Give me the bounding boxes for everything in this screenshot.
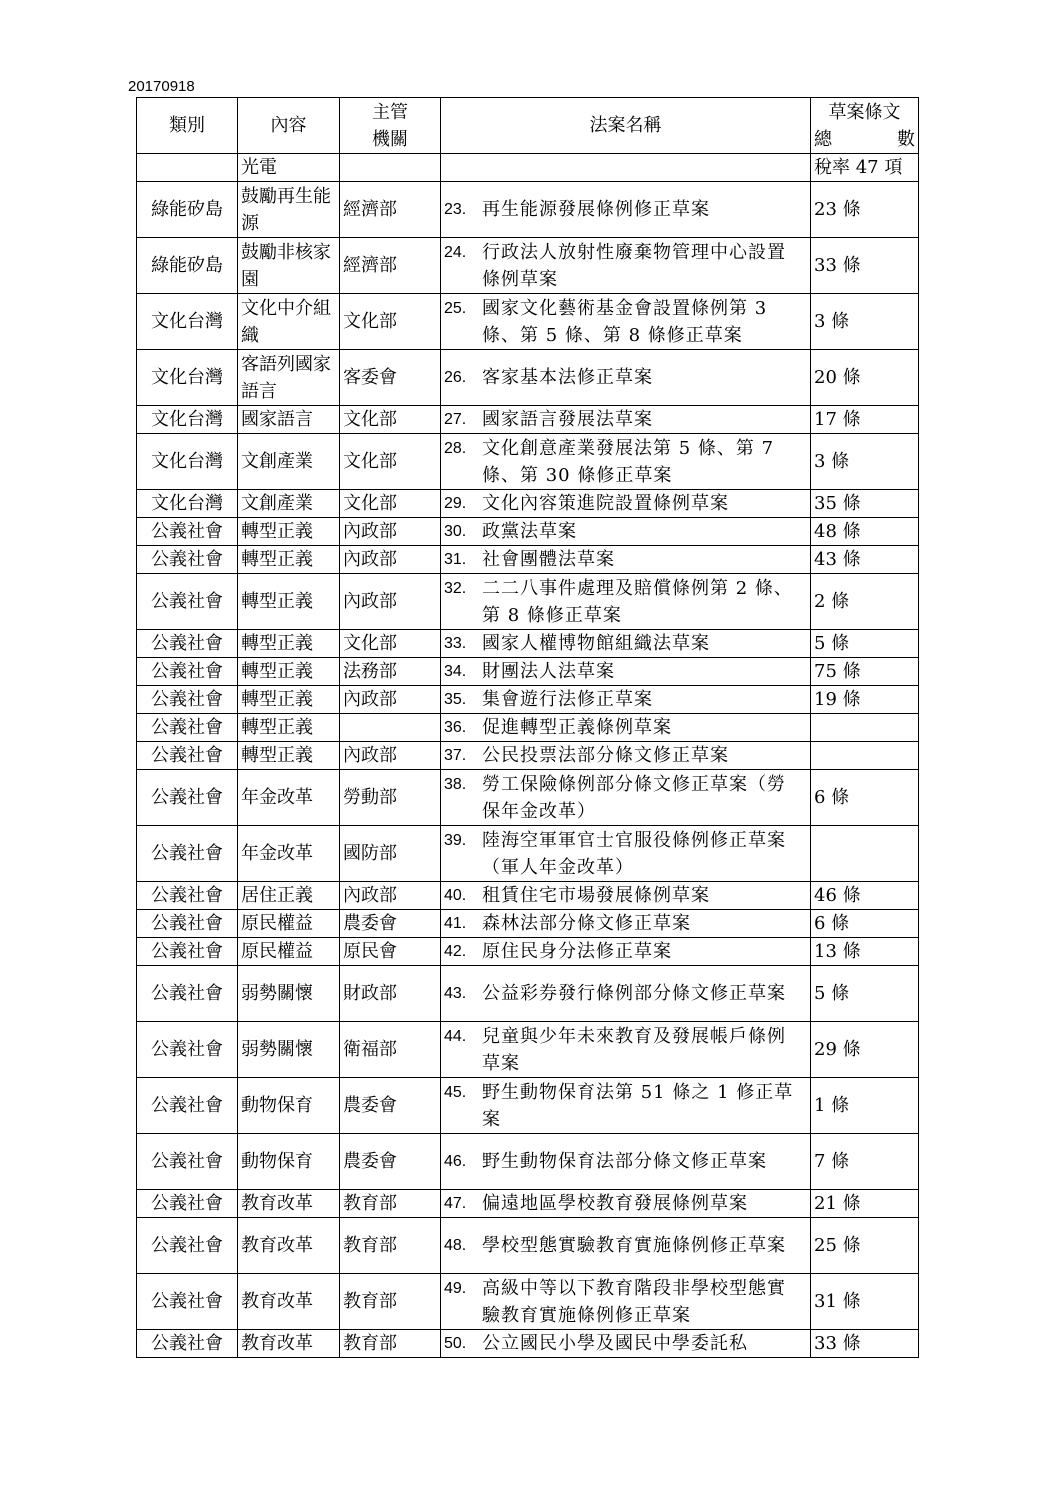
cell-content: 弱勢關懷 [238, 1022, 340, 1078]
cell-bill [441, 350, 811, 406]
cell-content: 光電 [238, 154, 340, 182]
cell-agency: 內政部 [340, 546, 441, 574]
bill-title: 文化創意產業發展法第 5 條、第 7 條、第 30 條修正草案 [482, 437, 775, 486]
bill-number: 24. [444, 243, 467, 261]
cell-bill [441, 630, 811, 658]
bill-title: 促進轉型正義條例草案 [482, 717, 672, 738]
cell-category: 公義社會 [137, 658, 238, 686]
cell-category: 公義社會 [137, 826, 238, 882]
bill-title: 國家人權博物館組織法草案 [482, 633, 710, 654]
bill-number: 37. [444, 747, 467, 764]
cell-articles: 75 條 [811, 658, 919, 686]
bill-title: 學校型態實驗教育實施條例修正草案 [482, 1235, 786, 1256]
cell-content: 國家語言 [238, 406, 340, 434]
bill-number: 45. [444, 1083, 467, 1101]
cell-bill [441, 434, 811, 490]
bill-number: 42. [444, 943, 467, 960]
cell-agency: 法務部 [340, 658, 441, 686]
cell-articles: 20 條 [811, 350, 919, 406]
cell-content: 轉型正義 [238, 630, 340, 658]
table-row [137, 574, 919, 630]
bill-number: 38. [444, 775, 467, 793]
bill-title: 野生動物保育法部分條文修正草案 [482, 1151, 767, 1172]
cell-category: 公義社會 [137, 1218, 238, 1274]
bill-number: 26. [444, 369, 467, 386]
header-bill-name: 法案名稱 [441, 98, 811, 154]
cell-agency: 客委會 [340, 350, 441, 406]
cell-bill [441, 1022, 811, 1078]
table-row [137, 686, 919, 714]
cell-agency [340, 154, 441, 182]
cell-articles: 3 條 [811, 294, 919, 350]
cell-bill [441, 1190, 811, 1218]
cell-content: 文創產業 [238, 490, 340, 518]
table-body [137, 154, 919, 1358]
bill-title: 再生能源發展條例修正草案 [482, 199, 710, 220]
cell-articles: 21 條 [811, 1190, 919, 1218]
cell-agency: 經濟部 [340, 238, 441, 294]
cell-bill [441, 686, 811, 714]
cell-agency: 農委會 [340, 1134, 441, 1190]
bill-number: 50. [444, 1335, 467, 1352]
table-row [137, 742, 919, 770]
bill-title: 國家文化藝術基金會設置條例第 3 條、第 5 條、第 8 條修正草案 [482, 297, 768, 346]
cell-bill [441, 938, 811, 966]
cell-agency: 文化部 [340, 434, 441, 490]
cell-content: 原民權益 [238, 938, 340, 966]
bill-title: 勞工保險條例部分條文修正草案（勞保年金改革） [482, 773, 786, 822]
cell-articles: 33 條 [811, 1330, 919, 1358]
bill-title: 財團法人法草案 [482, 661, 615, 682]
table-row [137, 966, 919, 1022]
bill-number: 25. [444, 299, 467, 317]
bill-number: 40. [444, 887, 467, 904]
table-row [137, 714, 919, 742]
cell-bill [441, 518, 811, 546]
bill-title: 國家語言發展法草案 [482, 409, 653, 430]
cell-agency: 原民會 [340, 938, 441, 966]
cell-bill [441, 1274, 811, 1330]
table-row [137, 658, 919, 686]
table-row [137, 1218, 919, 1274]
cell-bill [441, 714, 811, 742]
bill-table [136, 97, 919, 1358]
cell-category [137, 154, 238, 182]
cell-content: 教育改革 [238, 1330, 340, 1358]
header-agency [340, 98, 441, 154]
table-row [137, 434, 919, 490]
cell-bill [441, 1330, 811, 1358]
cell-category: 公義社會 [137, 938, 238, 966]
cell-category: 公義社會 [137, 966, 238, 1022]
cell-bill [441, 294, 811, 350]
bill-number: 33. [444, 635, 467, 652]
cell-bill [441, 966, 811, 1022]
table-row [137, 518, 919, 546]
cell-articles: 19 條 [811, 686, 919, 714]
cell-articles: 33 條 [811, 238, 919, 294]
bill-title: 客家基本法修正草案 [482, 367, 653, 388]
table-header-row [137, 98, 919, 154]
cell-bill [441, 406, 811, 434]
table-row [137, 630, 919, 658]
cell-bill [441, 182, 811, 238]
bill-number: 46. [444, 1153, 467, 1170]
bill-title: 文化內容策進院設置條例草案 [482, 493, 729, 514]
header-articles-line2a: 總 [814, 128, 832, 150]
cell-agency: 衛福部 [340, 1022, 441, 1078]
cell-articles: 23 條 [811, 182, 919, 238]
bill-title: 公益彩券發行條例部分條文修正草案 [482, 983, 786, 1004]
bill-number: 29. [444, 495, 467, 512]
cell-agency: 教育部 [340, 1330, 441, 1358]
bill-title: 公民投票法部分條文修正草案 [482, 745, 729, 766]
cell-category: 公義社會 [137, 546, 238, 574]
cell-content: 轉型正義 [238, 686, 340, 714]
cell-articles: 48 條 [811, 518, 919, 546]
cell-category: 公義社會 [137, 882, 238, 910]
bill-title: 野生動物保育法第 51 條之 1 修正草案 [482, 1081, 794, 1130]
cell-category: 公義社會 [137, 1078, 238, 1134]
table-row [137, 1078, 919, 1134]
cell-articles: 5 條 [811, 630, 919, 658]
cell-content: 動物保育 [238, 1078, 340, 1134]
cell-agency: 文化部 [340, 294, 441, 350]
cell-category: 公義社會 [137, 574, 238, 630]
cell-agency: 教育部 [340, 1218, 441, 1274]
cell-bill [441, 770, 811, 826]
cell-category: 綠能矽島 [137, 238, 238, 294]
bill-title: 二二八事件處理及賠償條例第 2 條、第 8 條修正草案 [482, 577, 793, 626]
cell-bill [441, 826, 811, 882]
cell-category: 公義社會 [137, 742, 238, 770]
bill-title: 高級中等以下教育階段非學校型態實驗教育實施條例修正草案 [482, 1277, 786, 1326]
bill-number: 44. [444, 1027, 467, 1045]
bill-number: 27. [444, 411, 467, 428]
cell-content: 鼓勵再生能源 [238, 182, 340, 238]
table-row [137, 238, 919, 294]
cell-agency: 農委會 [340, 1078, 441, 1134]
cell-agency: 文化部 [340, 630, 441, 658]
bill-number: 36. [444, 719, 467, 736]
bill-title: 森林法部分條文修正草案 [482, 913, 691, 934]
cell-agency: 文化部 [340, 490, 441, 518]
bill-number: 41. [444, 915, 467, 932]
cell-articles: 29 條 [811, 1022, 919, 1078]
cell-content: 教育改革 [238, 1190, 340, 1218]
cell-content: 轉型正義 [238, 546, 340, 574]
bill-title: 兒童與少年未來教育及發展帳戶條例草案 [482, 1025, 786, 1074]
bill-number: 34. [444, 663, 467, 680]
bill-number: 43. [444, 985, 467, 1002]
bill-number: 39. [444, 831, 467, 849]
cell-category: 公義社會 [137, 630, 238, 658]
table-row [137, 546, 919, 574]
cell-content: 文創產業 [238, 434, 340, 490]
cell-category: 公義社會 [137, 910, 238, 938]
cell-content: 動物保育 [238, 1134, 340, 1190]
cell-articles: 35 條 [811, 490, 919, 518]
cell-agency: 經濟部 [340, 182, 441, 238]
cell-content: 文化中介組織 [238, 294, 340, 350]
bill-title: 政黨法草案 [482, 521, 577, 542]
cell-articles: 6 條 [811, 910, 919, 938]
cell-category: 公義社會 [137, 1274, 238, 1330]
table-row [137, 882, 919, 910]
cell-articles: 46 條 [811, 882, 919, 910]
bill-number: 47. [444, 1195, 467, 1212]
cell-bill [441, 658, 811, 686]
cell-articles: 稅率 47 項 [811, 154, 919, 182]
cell-articles: 3 條 [811, 434, 919, 490]
cell-category: 文化台灣 [137, 490, 238, 518]
table-row [137, 1274, 919, 1330]
cell-category: 公義社會 [137, 1190, 238, 1218]
cell-content: 原民權益 [238, 910, 340, 938]
cell-content: 轉型正義 [238, 518, 340, 546]
table-row [137, 1330, 919, 1358]
bill-title: 集會遊行法修正草案 [482, 689, 653, 710]
bill-title: 原住民身分法修正草案 [482, 941, 672, 962]
cell-category: 文化台灣 [137, 350, 238, 406]
cell-content: 客語列國家語言 [238, 350, 340, 406]
bill-number: 31. [444, 551, 467, 568]
table-row [137, 350, 919, 406]
table-row [137, 154, 919, 182]
cell-articles: 1 條 [811, 1078, 919, 1134]
header-category: 類別 [137, 98, 238, 154]
cell-category: 公義社會 [137, 770, 238, 826]
cell-content: 轉型正義 [238, 658, 340, 686]
table-row [137, 294, 919, 350]
table-row [137, 1134, 919, 1190]
table-row [137, 910, 919, 938]
cell-agency: 教育部 [340, 1190, 441, 1218]
cell-agency: 國防部 [340, 826, 441, 882]
cell-articles [811, 742, 919, 770]
bill-number: 48. [444, 1237, 467, 1254]
cell-bill [441, 910, 811, 938]
table-row [137, 182, 919, 238]
cell-articles: 6 條 [811, 770, 919, 826]
table-row [137, 406, 919, 434]
cell-content: 轉型正義 [238, 574, 340, 630]
cell-content: 居住正義 [238, 882, 340, 910]
table-row [137, 770, 919, 826]
cell-category: 綠能矽島 [137, 182, 238, 238]
cell-articles [811, 714, 919, 742]
bill-number: 23. [444, 201, 467, 218]
cell-content: 年金改革 [238, 826, 340, 882]
cell-articles: 13 條 [811, 938, 919, 966]
table-row [137, 826, 919, 882]
cell-bill [441, 1078, 811, 1134]
cell-content: 弱勢關懷 [238, 966, 340, 1022]
bill-title: 行政法人放射性廢棄物管理中心設置條例草案 [482, 241, 786, 290]
cell-bill [441, 574, 811, 630]
cell-agency: 勞動部 [340, 770, 441, 826]
bill-number: 30. [444, 523, 467, 540]
cell-bill [441, 490, 811, 518]
bill-number: 49. [444, 1279, 467, 1297]
cell-articles: 43 條 [811, 546, 919, 574]
cell-bill [441, 1134, 811, 1190]
cell-category: 文化台灣 [137, 294, 238, 350]
header-articles [811, 98, 919, 154]
cell-category: 公義社會 [137, 714, 238, 742]
cell-agency [340, 714, 441, 742]
cell-articles: 17 條 [811, 406, 919, 434]
cell-agency: 內政部 [340, 882, 441, 910]
cell-articles: 2 條 [811, 574, 919, 630]
cell-category: 公義社會 [137, 1134, 238, 1190]
cell-content: 教育改革 [238, 1218, 340, 1274]
cell-agency: 內政部 [340, 518, 441, 546]
cell-articles: 7 條 [811, 1134, 919, 1190]
header-agency-line2: 機關 [372, 128, 408, 150]
bill-title: 社會團體法草案 [482, 549, 615, 570]
cell-bill [441, 1218, 811, 1274]
cell-agency: 內政部 [340, 686, 441, 714]
cell-agency: 財政部 [340, 966, 441, 1022]
header-articles-line1: 草案條文 [828, 101, 901, 123]
table-row [137, 1022, 919, 1078]
cell-agency: 教育部 [340, 1274, 441, 1330]
cell-bill [441, 882, 811, 910]
cell-category: 文化台灣 [137, 406, 238, 434]
cell-articles: 5 條 [811, 966, 919, 1022]
cell-category: 文化台灣 [137, 434, 238, 490]
bill-title: 公立國民小學及國民中學委託私 [482, 1333, 748, 1354]
bill-number: 28. [444, 439, 467, 457]
bill-title: 租賃住宅市場發展條例草案 [482, 885, 710, 906]
bill-number: 32. [444, 579, 467, 597]
cell-agency: 內政部 [340, 742, 441, 770]
cell-content: 鼓勵非核家園 [238, 238, 340, 294]
cell-articles: 31 條 [811, 1274, 919, 1330]
cell-content: 轉型正義 [238, 714, 340, 742]
cell-articles: 25 條 [811, 1218, 919, 1274]
header-agency-line1: 主管 [372, 101, 408, 123]
cell-agency: 文化部 [340, 406, 441, 434]
cell-content: 教育改革 [238, 1274, 340, 1330]
cell-agency: 農委會 [340, 910, 441, 938]
cell-category: 公義社會 [137, 1330, 238, 1358]
cell-bill [441, 154, 811, 182]
cell-category: 公義社會 [137, 686, 238, 714]
table-row [137, 490, 919, 518]
cell-bill [441, 238, 811, 294]
cell-agency: 內政部 [340, 574, 441, 630]
cell-bill [441, 546, 811, 574]
table-row [137, 938, 919, 966]
table-row [137, 1190, 919, 1218]
cell-content: 轉型正義 [238, 742, 340, 770]
cell-category: 公義社會 [137, 1022, 238, 1078]
cell-articles [811, 826, 919, 882]
cell-category: 公義社會 [137, 518, 238, 546]
bill-title: 偏遠地區學校教育發展條例草案 [482, 1193, 748, 1214]
bill-title: 陸海空軍軍官士官服役條例修正草案（軍人年金改革） [482, 829, 786, 878]
bill-number: 35. [444, 691, 467, 708]
cell-content: 年金改革 [238, 770, 340, 826]
cell-bill [441, 742, 811, 770]
document-date: 20170918 [128, 78, 195, 95]
header-content: 內容 [238, 98, 340, 154]
header-articles-line2b: 數 [897, 128, 915, 150]
